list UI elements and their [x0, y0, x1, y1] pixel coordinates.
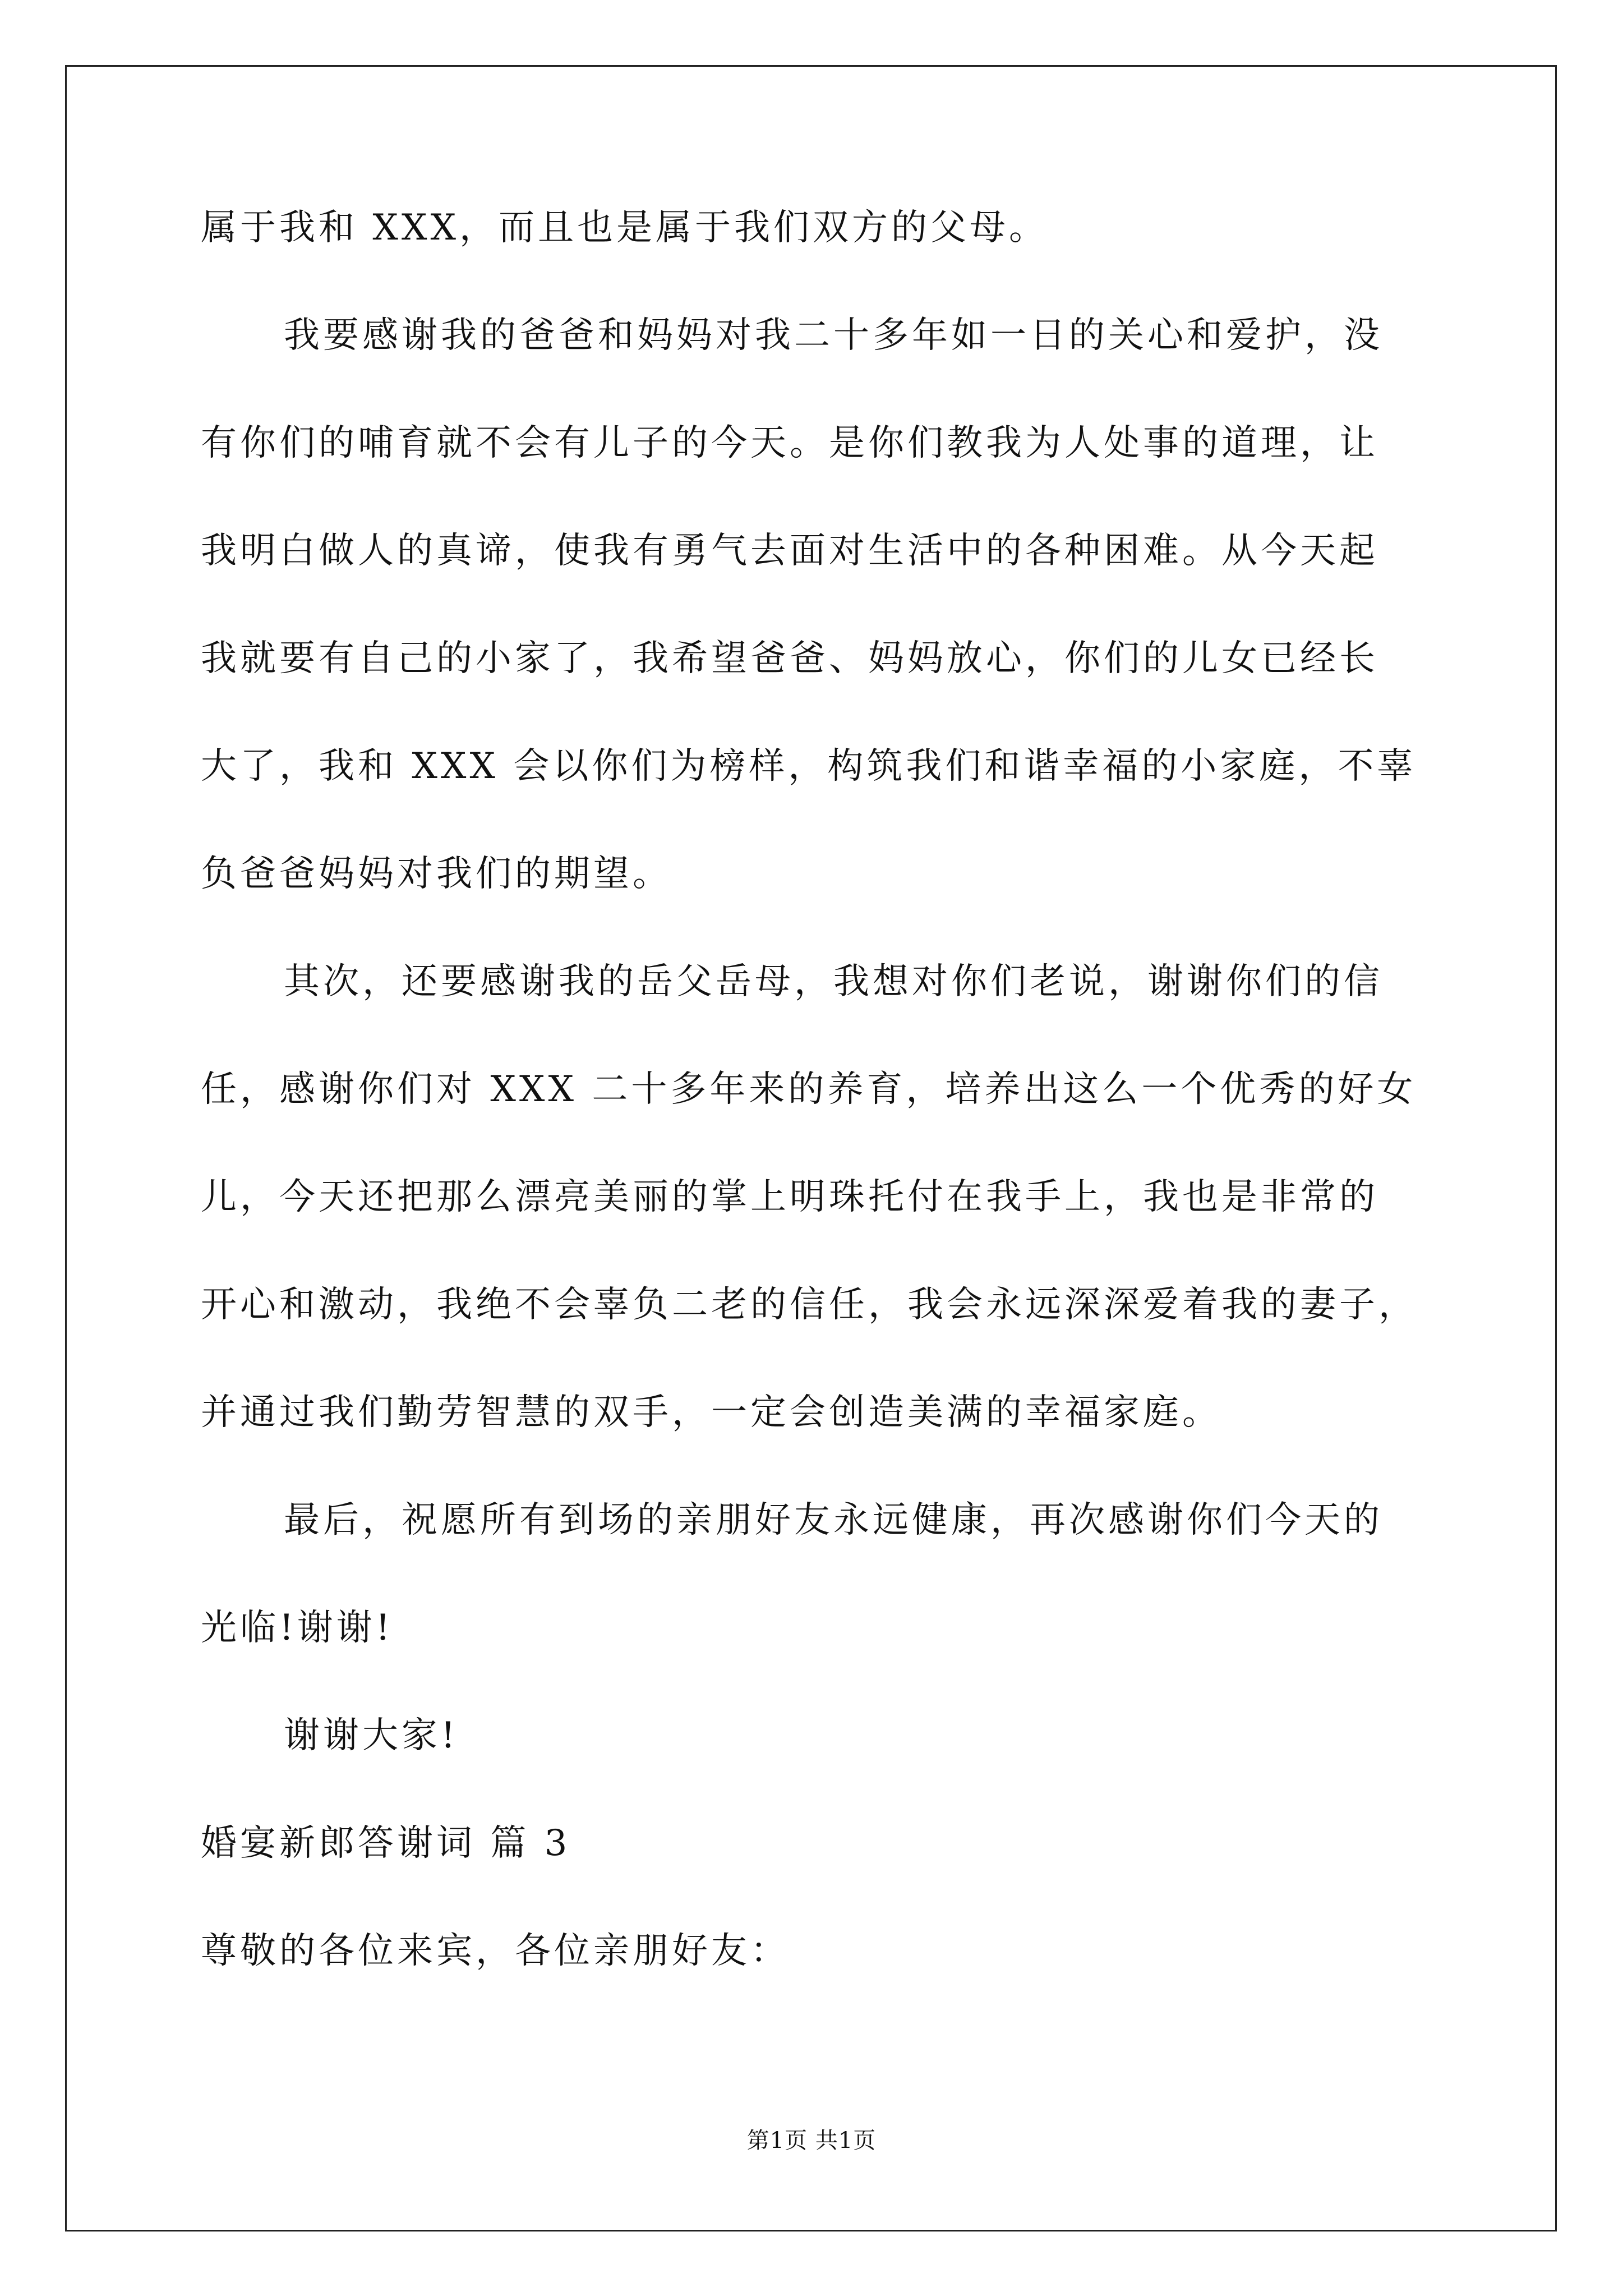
section-heading: 婚宴新郎答谢词 篇 3 [201, 1823, 571, 1864]
paragraph-line: 大了，我和 XXX 会以你们为榜样，构筑我们和谐幸福的小家庭，不辜 [201, 746, 1417, 787]
paragraph-line: 我就要有自己的小家了，我希望爸爸、妈妈放心，你们的儿女已经长 [201, 638, 1378, 679]
paragraph-line: 谢谢大家! [284, 1715, 459, 1756]
page-footer: 第1页 共1页 [746, 2128, 877, 2154]
paragraph-line: 儿，今天还把那么漂亮美丽的掌上明珠托付在我手上，我也是非常的 [201, 1176, 1378, 1218]
salutation-line: 尊敬的各位来宾，各位亲朋好友： [201, 1930, 790, 1972]
document-body [201, 207, 1428, 2041]
paragraph-line: 开心和激动，我绝不会辜负二老的信任，我会永远深深爱着我的妻子， [201, 1284, 1418, 1326]
paragraph-line: 并通过我们勤劳智慧的双手，一定会创造美满的幸福家庭。 [201, 1392, 1221, 1433]
paragraph-line: 我要感谢我的爸爸和妈妈对我二十多年如一日的关心和爱护，没 [284, 315, 1383, 356]
paragraph-line: 最后，祝愿所有到场的亲朋好友永远健康，再次感谢你们今天的 [284, 1499, 1383, 1541]
paragraph-line: 我明白做人的真谛，使我有勇气去面对生活中的各种困难。从今天起 [201, 530, 1378, 572]
paragraph-line: 属于我和 XXX，而且也是属于我们双方的父母。 [201, 207, 1049, 249]
paragraph-line: 任，感谢你们对 XXX 二十多年来的养育，培养出这么一个优秀的好女 [201, 1069, 1417, 1110]
paragraph-line: 有你们的哺育就不会有儿子的今天。是你们教我为人处事的道理，让 [201, 422, 1378, 464]
paragraph-line: 光临!谢谢! [201, 1607, 394, 1649]
paragraph-line: 负爸爸妈妈对我们的期望。 [201, 853, 672, 895]
paragraph-line: 其次，还要感谢我的岳父岳母，我想对你们老说，谢谢你们的信 [284, 961, 1383, 1002]
